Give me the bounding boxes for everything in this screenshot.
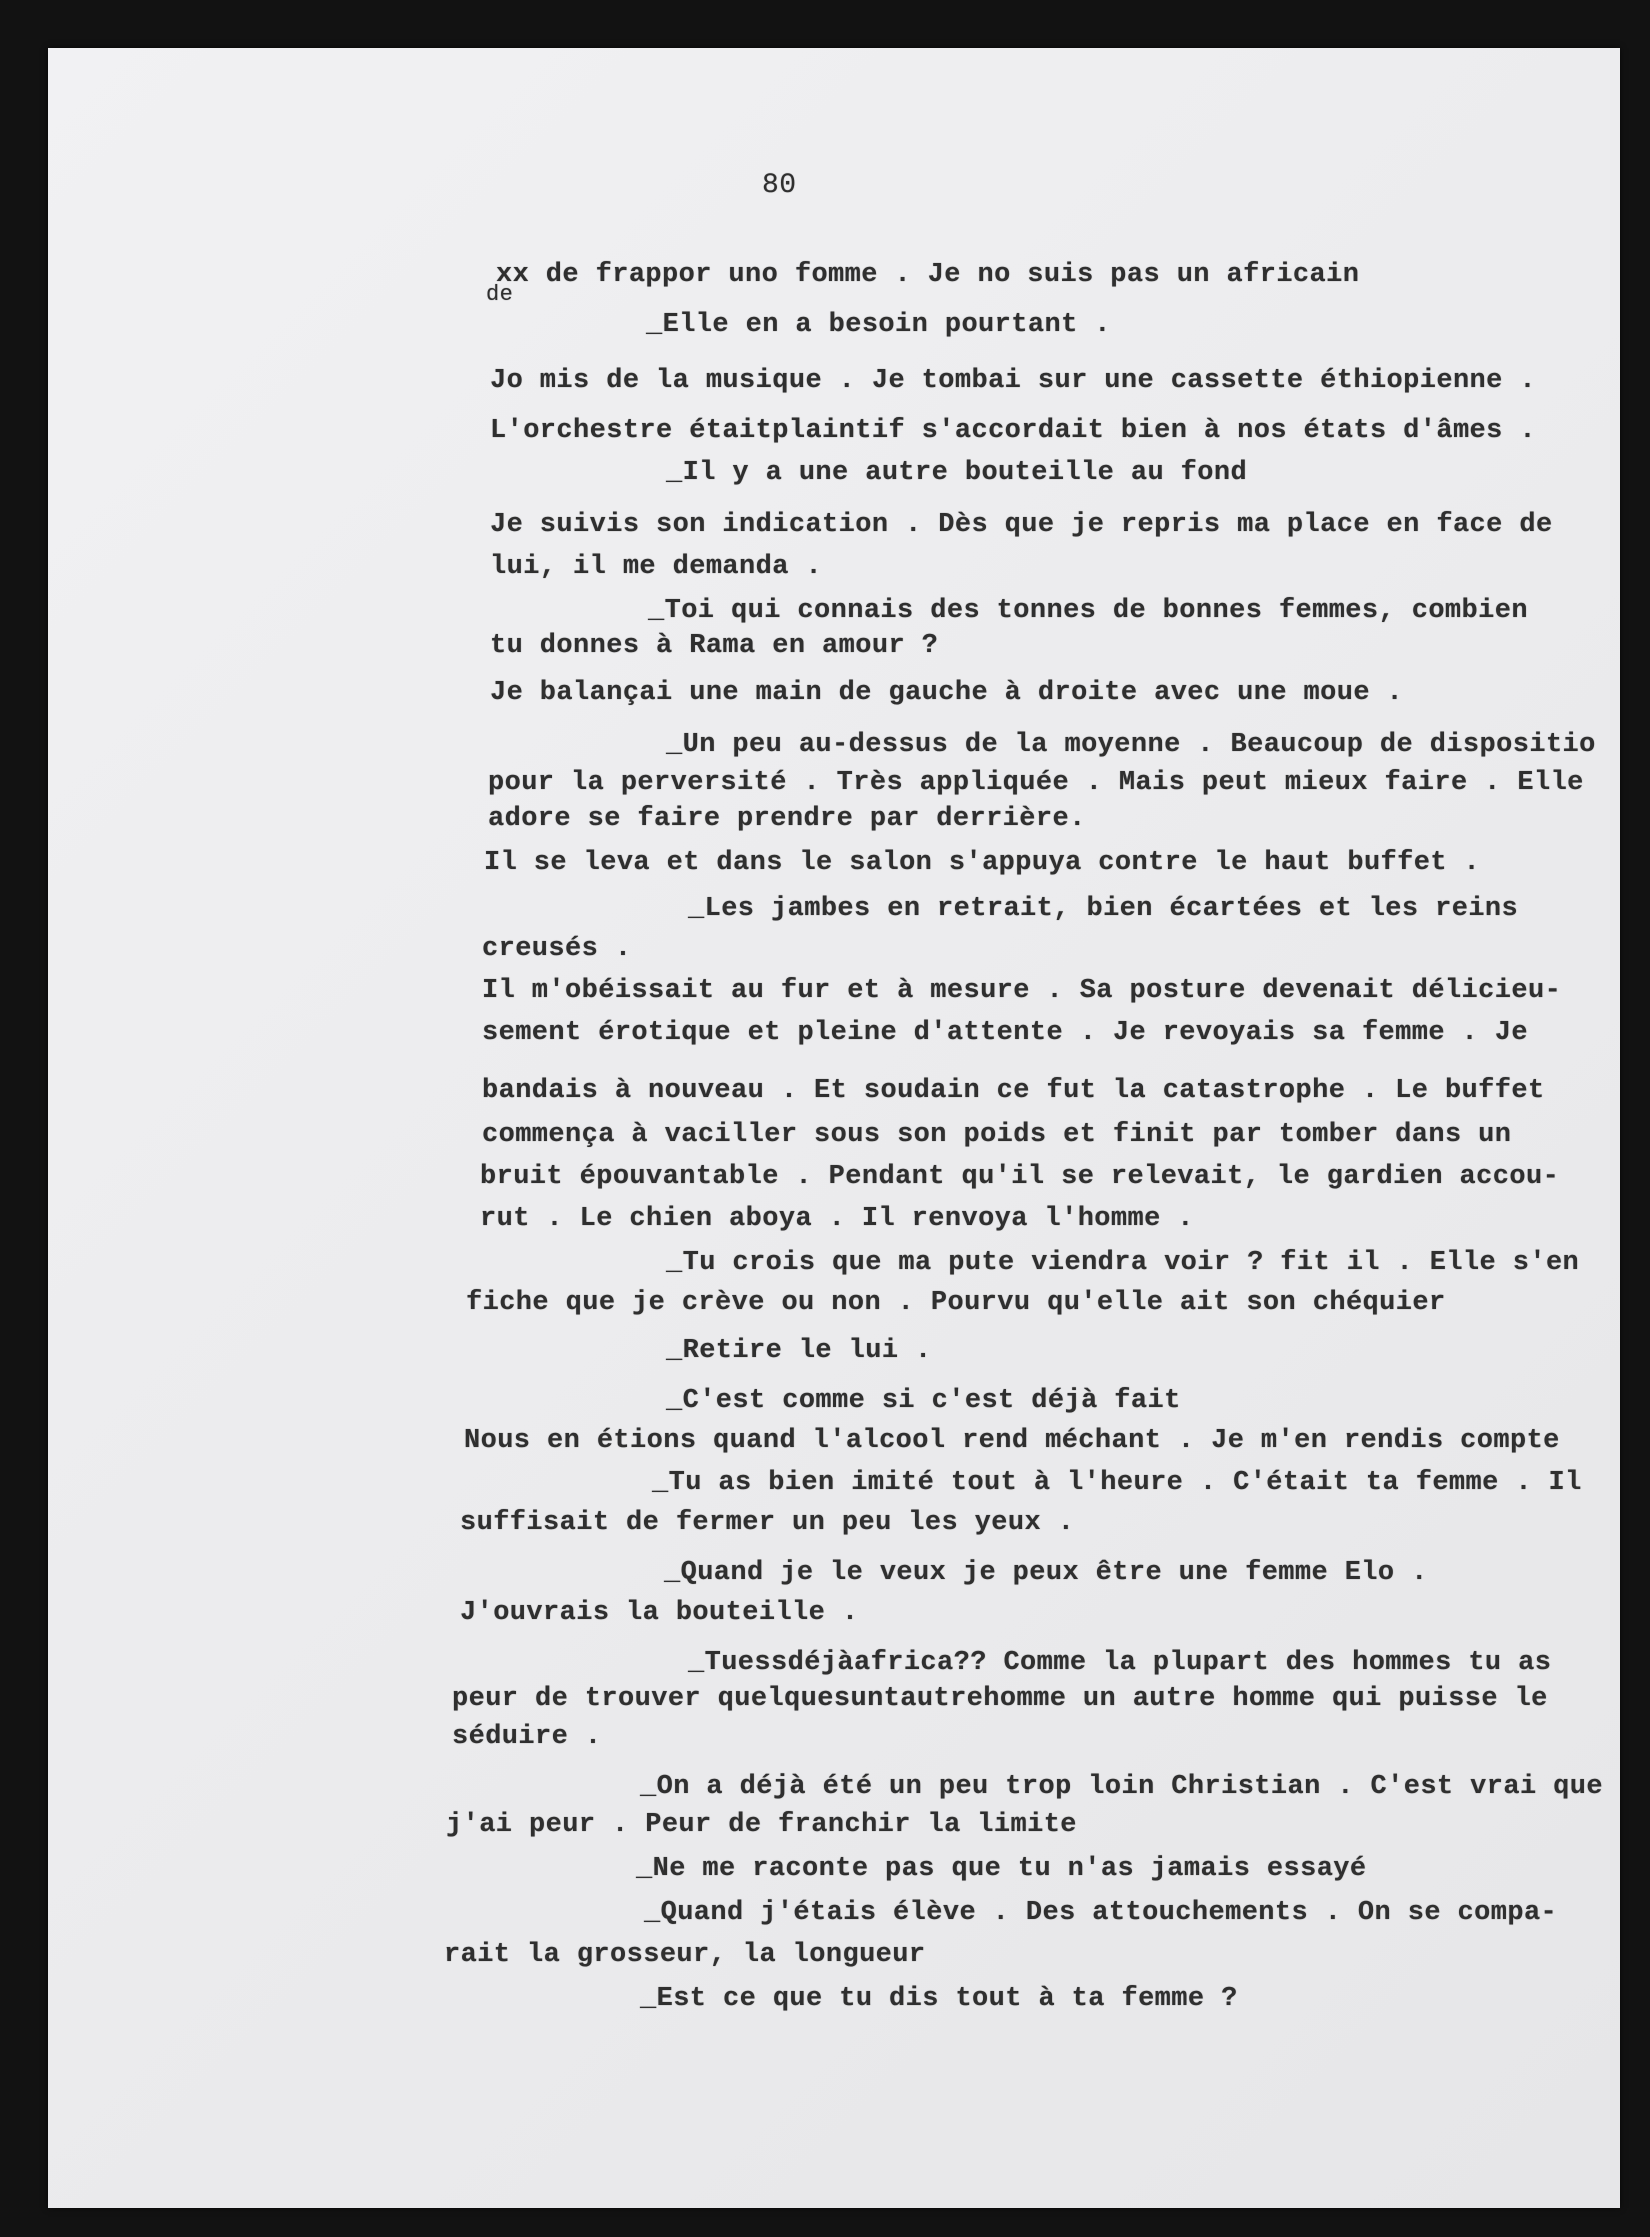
text-line: xx de frappor uno fomme . Je no suis pas un africain	[496, 260, 1360, 290]
text-line: tu donnes à Rama en amour ?	[490, 631, 939, 661]
text-line: séduire .	[452, 1722, 602, 1752]
text-line: L'orchestre étaitplaintif s'accordait bien à nos états d'âmes .	[490, 416, 1536, 446]
text-line: commença à vaciller sous son poids et finit par tomber dans un	[482, 1120, 1512, 1150]
text-line: adore se faire prendre par derrière.	[488, 804, 1086, 834]
text-line: Il se leva et dans le salon s'appuya contre le haut buffet .	[484, 848, 1481, 878]
text-line: pour la perversité . Très appliquée . Mais peut mieux faire . Elle	[488, 768, 1584, 798]
text-line: j'ai peur . Peur de franchir la limite	[446, 1810, 1077, 1840]
text-line: rut . Le chien aboya . Il renvoya l'homme .	[480, 1204, 1194, 1234]
text-line: _Retire le lui .	[666, 1336, 932, 1366]
text-line: fiche que je crève ou non . Pourvu qu'elle ait son chéquier	[466, 1288, 1446, 1318]
text-line: Je suivis son indication . Dès que je repris ma place en face de	[490, 510, 1553, 540]
text-line: Il m'obéissait au fur et à mesure . Sa posture devenait délicieu-	[482, 976, 1562, 1006]
text-line: Nous en étions quand l'alcool rend méchant . Je m'en rendis compte	[464, 1426, 1560, 1456]
text-line: _Il y a une autre bouteille au fond	[666, 458, 1248, 488]
text-line: _Les jambes en retrait, bien écartées et les reins	[688, 894, 1519, 924]
typewritten-page	[48, 48, 1620, 2208]
text-line: creusés .	[482, 934, 632, 964]
text-line: bruit épouvantable . Pendant qu'il se relevait, le gardien accou-	[480, 1162, 1560, 1192]
text-line: _Elle en a besoin pourtant .	[646, 310, 1111, 340]
margin-note: de	[486, 282, 514, 307]
text-line: peur de trouver quelquesuntautrehomme un autre homme qui puisse le	[452, 1684, 1548, 1714]
text-line: lui, il me demanda .	[490, 552, 823, 582]
text-line: _Un peu au-dessus de la moyenne . Beaucoup de dispositio	[666, 730, 1596, 760]
text-line: _C'est comme si c'est déjà fait	[666, 1386, 1181, 1416]
text-line: bandais à nouveau . Et soudain ce fut la catastrophe . Le buffet	[482, 1076, 1545, 1106]
page-number: 80	[762, 170, 797, 201]
text-line: J'ouvrais la bouteille .	[460, 1598, 859, 1628]
text-line: rait la grosseur, la longueur	[444, 1940, 926, 1970]
text-line: _Quand je le veux je peux être une femme Elo .	[664, 1558, 1428, 1588]
text-line: sement érotique et pleine d'attente . Je revoyais sa femme . Je	[482, 1018, 1528, 1048]
text-line: _Tu crois que ma pute viendra voir ? fit il . Elle s'en	[666, 1248, 1580, 1278]
text-line: _Ne me raconte pas que tu n'as jamais essayé	[636, 1854, 1367, 1884]
text-line: _Tuessdéjàafrica?? Comme la plupart des hommes tu as	[688, 1648, 1552, 1678]
text-line: Jo mis de la musique . Je tombai sur une cassette éthiopienne .	[490, 366, 1536, 396]
text-line: Je balançai une main de gauche à droite avec une moue .	[490, 678, 1404, 708]
text-line: _Tu as bien imité tout à l'heure . C'était ta femme . Il	[652, 1468, 1582, 1498]
text-line: _Est ce que tu dis tout à ta femme ?	[640, 1984, 1238, 2014]
text-line: _Quand j'étais élève . Des attouchements . On se compa-	[644, 1898, 1558, 1928]
text-line: _Toi qui connais des tonnes de bonnes femmes, combien	[648, 596, 1528, 626]
text-line: suffisait de fermer un peu les yeux .	[460, 1508, 1075, 1538]
text-line: _On a déjà été un peu trop loin Christian . C'est vrai que	[640, 1772, 1603, 1802]
